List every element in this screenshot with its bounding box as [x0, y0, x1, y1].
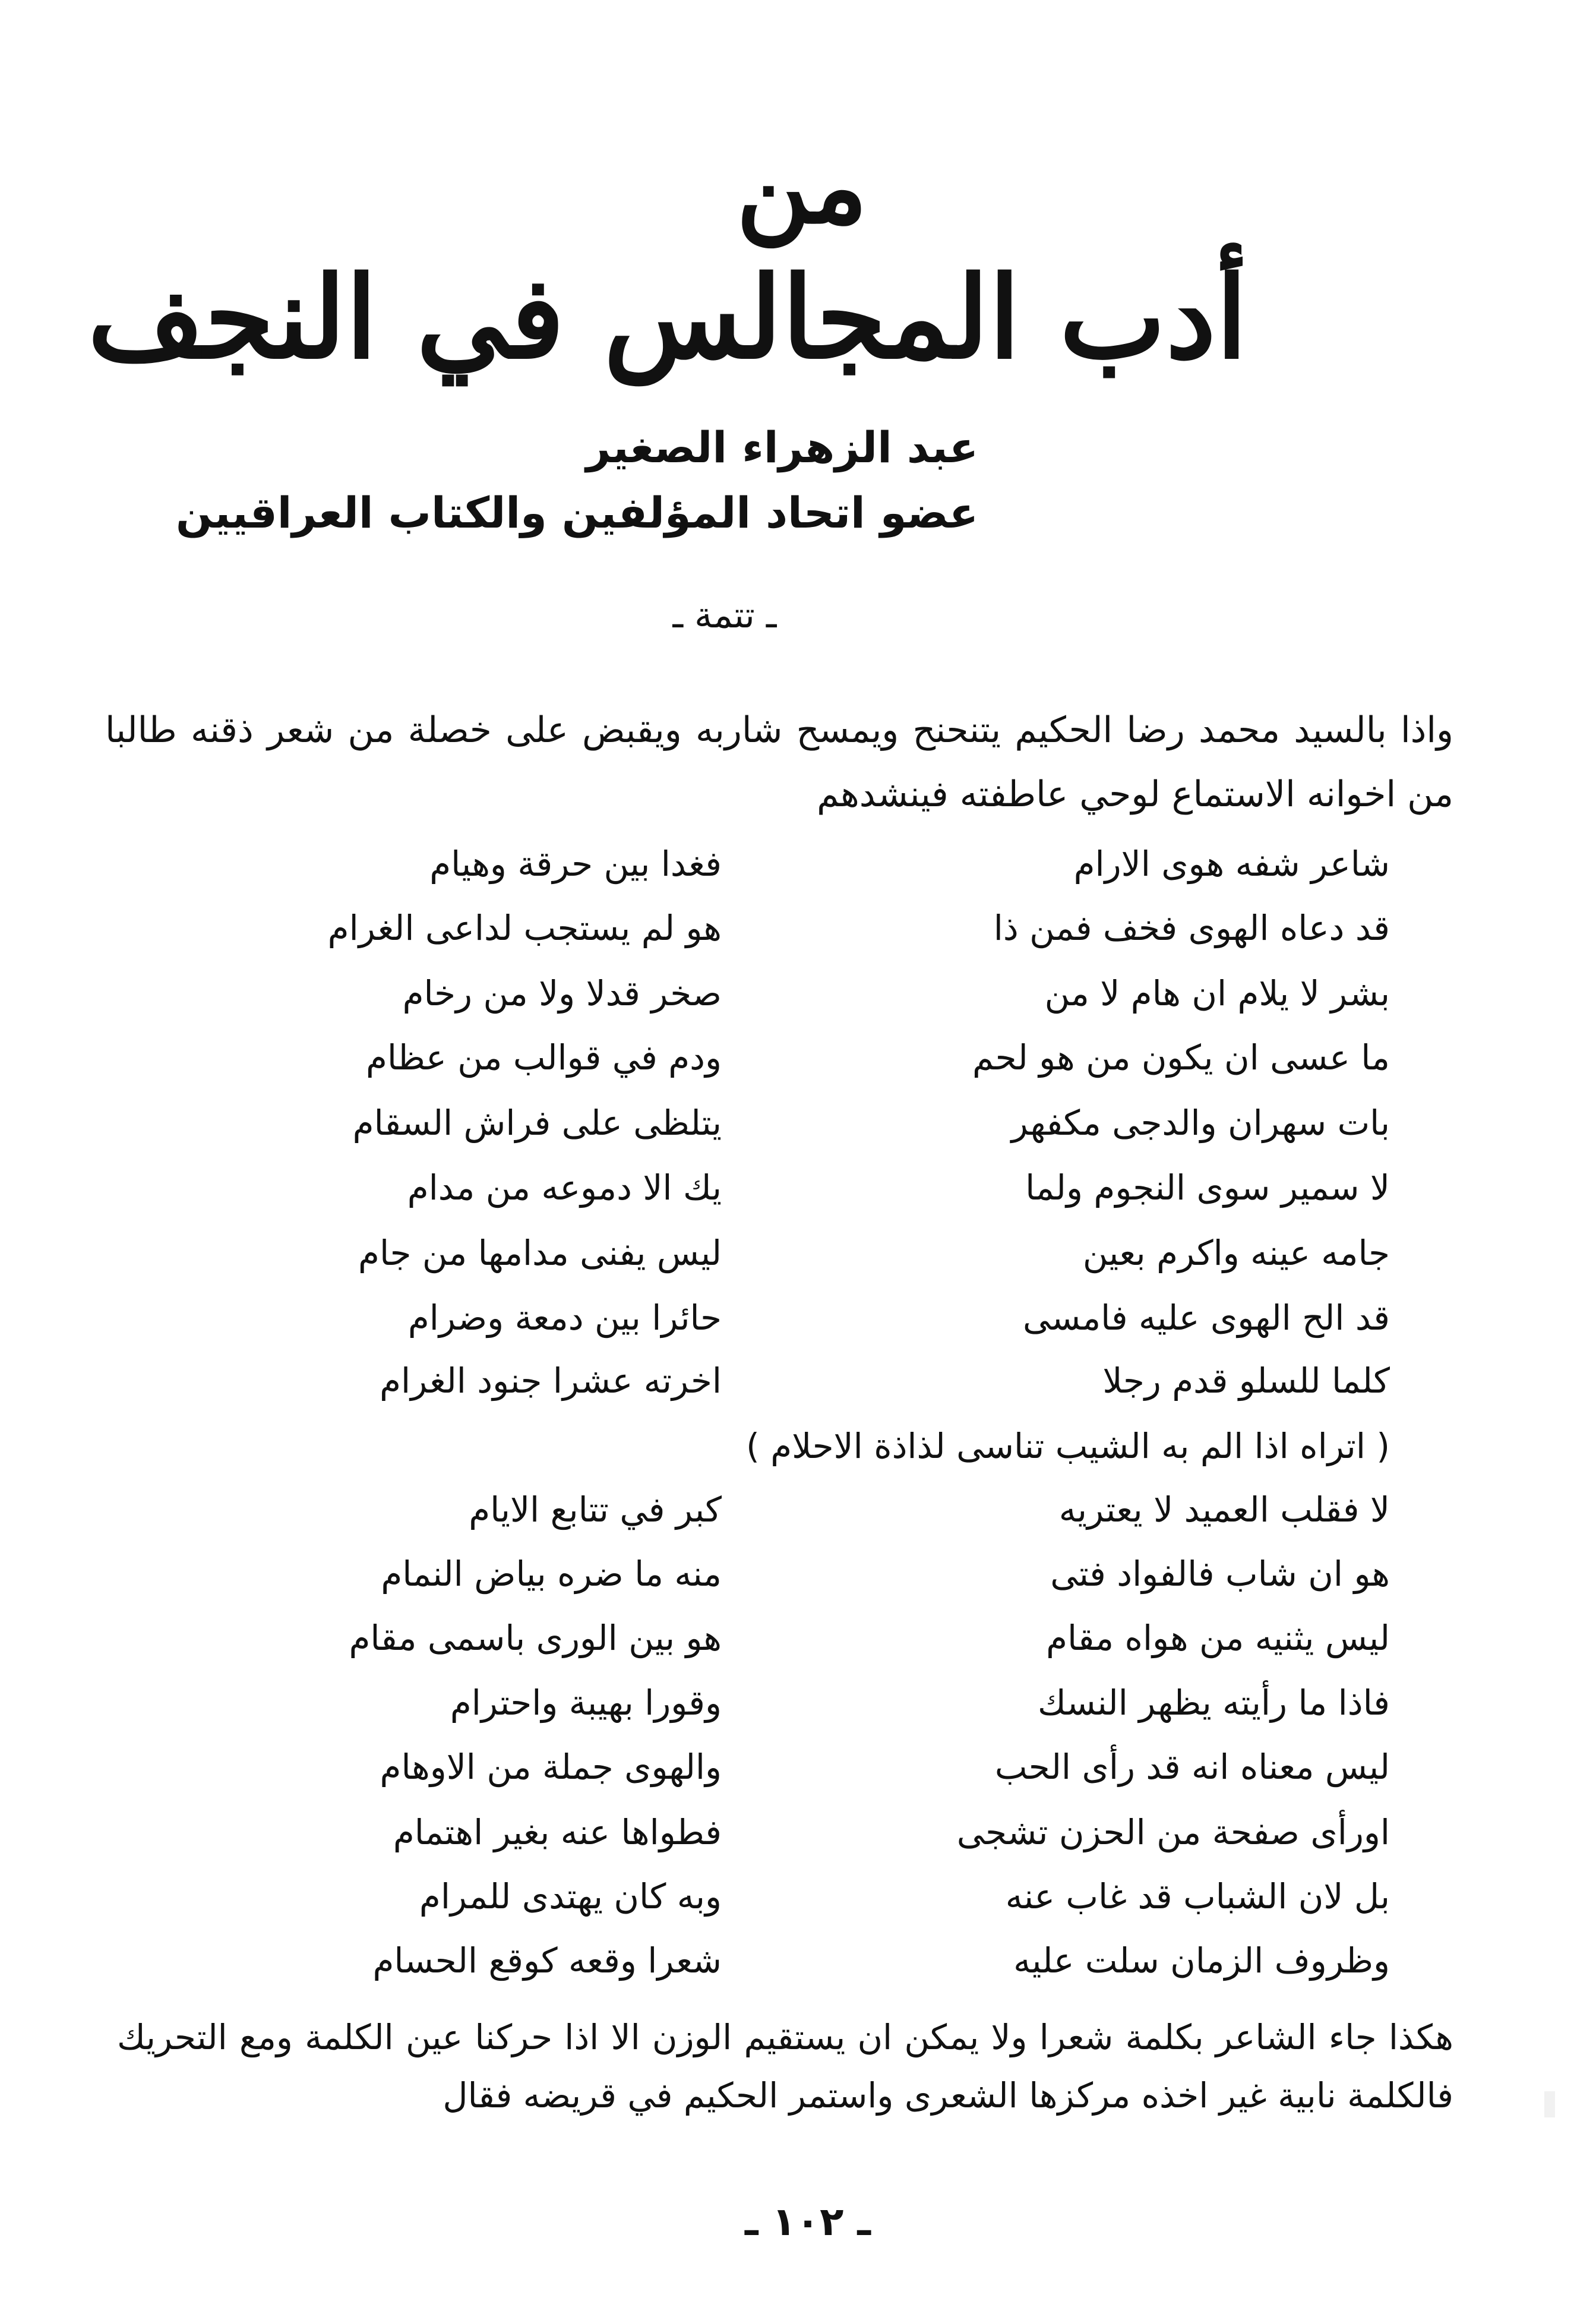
verse-left-hemistich: هو بين الورى باسمى مقام [349, 1618, 722, 1658]
full-width-verse: ( اتراه اذا الم به الشيب تناسى لذاذة الاحلام ) [746, 1426, 1390, 1466]
verse-left-hemistich: والهوى جملة من الاوهام [380, 1747, 722, 1787]
poem-verse-6 [178, 1161, 1390, 1214]
verse-right-hemistich: ليس معناه انه قد رأى الحب [994, 1747, 1390, 1787]
verse-right-hemistich: بشر لا يلام ان هام لا من [1044, 973, 1390, 1014]
poem-verse-15 [178, 1741, 1390, 1793]
verse-left-hemistich: فطواها عنه بغير اهتمام [393, 1812, 722, 1852]
verse-left-hemistich: فغدا بين حرقة وهيام [429, 844, 722, 884]
page-title: أدب المجالس في النجف [87, 251, 1247, 384]
continued-label: ـ تتمة ـ [672, 595, 777, 636]
verse-left-hemistich: وبه كان يهتدى للمرام [419, 1876, 722, 1917]
closing-paragraph: هكذا جاء الشاعر بكلمة شعرا ولا يمكن ان يستقيم الوزن الا اذا حركنا عين الكلمة ومع التحريك فالكلمة نابية غير اخذه مركزها الشعرى واستمر الحكيم في قريضه فقال [117, 2017, 1453, 2116]
poem-verse-18 [178, 1934, 1390, 1987]
poem-verse-8 [178, 1292, 1390, 1344]
verse-right-hemistich: وظروف الزمان سلت عليه [1013, 1940, 1390, 1981]
verse-right-hemistich: ما عسى ان يكون من هو لحم [972, 1037, 1390, 1078]
verse-left-hemistich: اخرته عشرا جنود الغرام [380, 1361, 722, 1401]
verse-right-hemistich: لا فقلب العميد لا يعتريه [1058, 1489, 1390, 1530]
verse-right-hemistich: شاعر شفه هوى الارام [1073, 844, 1390, 884]
poem-verse-5 [178, 1097, 1390, 1149]
scan-margin-mark [1544, 2091, 1555, 2117]
verse-right-hemistich: جامه عينه واكرم بعين [1082, 1233, 1390, 1273]
poem-verse-3 [178, 967, 1390, 1019]
verse-right-hemistich: اورأى صفحة من الحزن تشجى [956, 1812, 1390, 1852]
poem-verse-7 [178, 1227, 1390, 1279]
verse-left-hemistich: كبر في تتابع الايام [469, 1489, 722, 1530]
verse-right-hemistich: بات سهران والدجى مكفهر [1011, 1103, 1390, 1143]
verse-right-hemistich: قد دعاه الهوى فخف فمن ذا [993, 908, 1390, 948]
poem-verse-14 [178, 1677, 1390, 1729]
verse-right-hemistich: قد الح الهوى عليه فامسى [1023, 1298, 1390, 1338]
verse-left-hemistich: ودم في قوالب من عظام [366, 1037, 722, 1078]
verse-left-hemistich: يك الا دموعه من مدام [407, 1167, 722, 1208]
poem [178, 838, 1390, 2005]
verse-right-hemistich: هو ان شاب فالفواد فتى [1050, 1554, 1390, 1594]
poem-verse-13 [178, 1612, 1390, 1664]
verse-right-hemistich: لا سمير سوى النجوم ولما [1025, 1167, 1390, 1208]
poem-verse-10 [178, 1420, 1390, 1472]
verse-right-hemistich: كلما للسلو قدم رجلا [1102, 1361, 1390, 1401]
poem-verse-16 [178, 1806, 1390, 1858]
verse-left-hemistich: وقورا بهيبة واحترام [450, 1683, 722, 1723]
poem-verse-4 [178, 1031, 1390, 1084]
verse-left-hemistich: شعرا وقعه كوقع الحسام [372, 1940, 722, 1981]
page-number: ـ ١٠٢ ـ [745, 2199, 871, 2245]
verse-left-hemistich: ليس يفنى مدامها من جام [358, 1233, 722, 1273]
verse-right-hemistich: فاذا ما رأيته يظهر النسك [1037, 1683, 1390, 1723]
poem-verse-12 [178, 1548, 1390, 1600]
author-name: عبد الزهراء الصغير [586, 422, 978, 472]
verse-left-hemistich: حائرا بين دمعة وضرام [407, 1298, 722, 1338]
verse-right-hemistich: ليس يثنيه من هواه مقام [1046, 1618, 1390, 1658]
poem-verse-17 [178, 1870, 1390, 1923]
verse-left-hemistich: هو لم يستجب لداعى الغرام [327, 908, 722, 948]
poem-verse-1 [178, 838, 1390, 890]
title-top: من [736, 128, 868, 247]
verse-right-hemistich: بل لان الشباب قد غاب عنه [1005, 1876, 1390, 1917]
author-role: عضو اتحاد المؤلفين والكتاب العراقيين [176, 488, 978, 538]
poem-verse-2 [178, 902, 1390, 954]
intro-paragraph: واذا بالسيد محمد رضا الحكيم يتنحنح ويمسح شاربه ويقبض على خصلة من شعر ذقنه طالبا من اخوانه الاستماع لوحي عاطفته فينشدهم [105, 709, 1453, 815]
verse-left-hemistich: صخر قدلا ولا من رخام [402, 973, 722, 1014]
poem-verse-11 [178, 1483, 1390, 1536]
poem-verse-9 [178, 1355, 1390, 1407]
verse-left-hemistich: منه ما ضره بياض النمام [381, 1554, 722, 1594]
verse-left-hemistich: يتلظى على فراش السقام [352, 1103, 722, 1143]
